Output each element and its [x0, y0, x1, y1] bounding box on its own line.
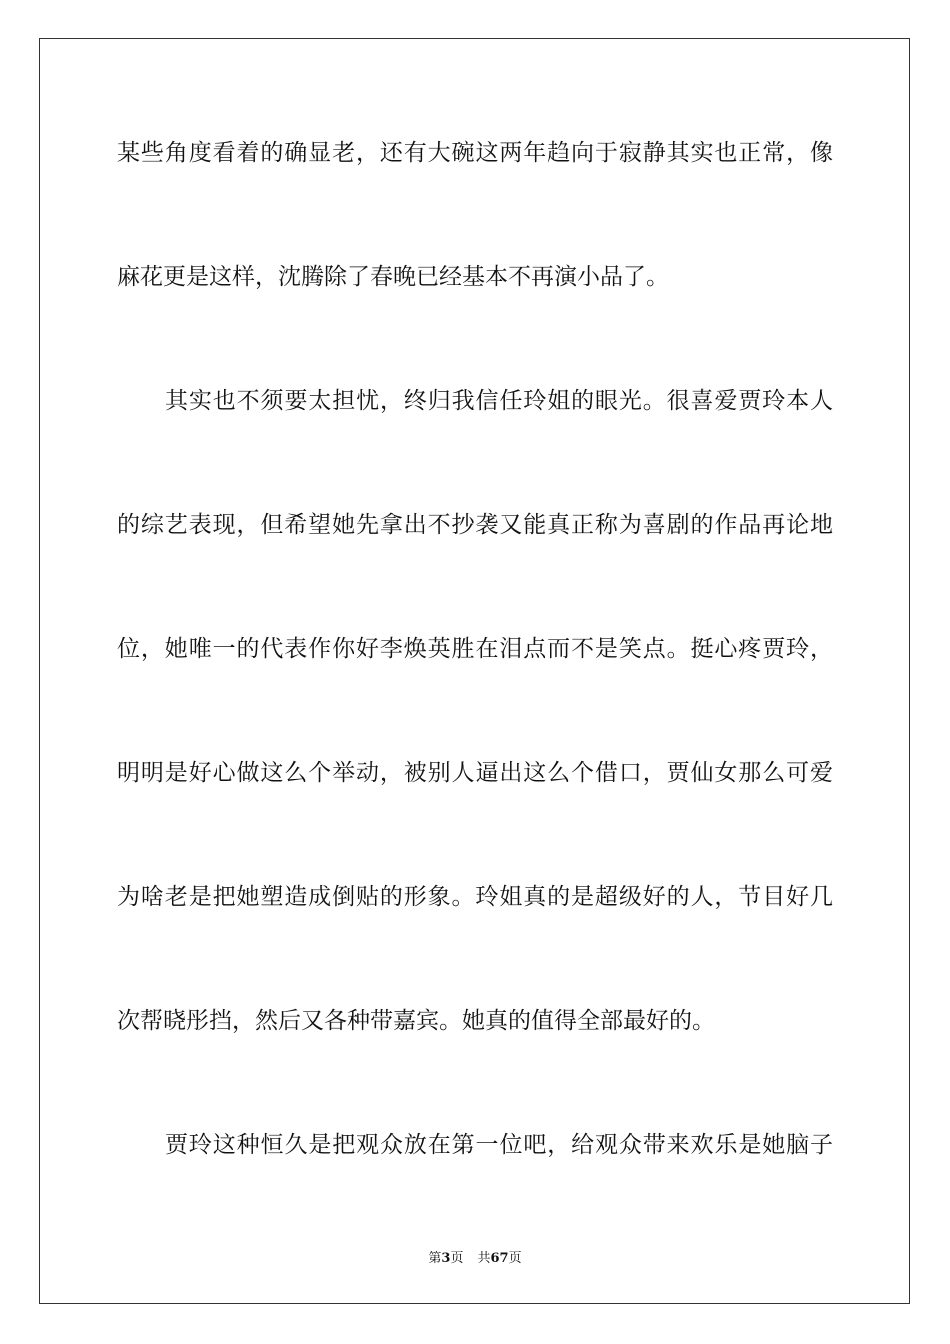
text-line-3: 其实也不须要太担忧，终归我信任玲姐的眼光。很喜爱贾玲本人 — [165, 388, 833, 414]
text-line-2: 麻花更是这样，沈腾除了春晚已经基本不再演小品了。 — [117, 264, 669, 290]
page-number: 3 — [441, 1251, 451, 1266]
text-line-9: 贾玲这种恒久是把观众放在第一位吧，给观众带来欢乐是她脑子 — [165, 1132, 833, 1158]
page-footer — [0, 1247, 950, 1266]
total-pages: 67 — [490, 1251, 509, 1266]
text-line-8: 次帮晓彤挡，然后又各种带嘉宾。她真的值得全部最好的。 — [117, 1008, 715, 1034]
text-line-5: 位，她唯一的代表作你好李焕英胜在泪点而不是笑点。挺心疼贾玲， — [117, 636, 833, 662]
page-border — [39, 38, 910, 1304]
text-line-6: 明明是好心做这么个举动，被别人逼出这么个借口，贾仙女那么可爱 — [117, 760, 833, 786]
page-prefix: 第 — [428, 1251, 442, 1266]
page-suffix: 页 — [450, 1251, 464, 1266]
text-line-1: 某些角度看着的确显老，还有大碗这两年趋向于寂静其实也正常，像 — [117, 140, 833, 166]
total-suffix: 页 — [508, 1251, 522, 1266]
text-line-7: 为啥老是把她塑造成倒贴的形象。玲姐真的是超级好的人，节目好几 — [117, 884, 833, 910]
text-line-4: 的综艺表现，但希望她先拿出不抄袭又能真正称为喜剧的作品再论地 — [117, 512, 833, 538]
total-prefix: 共 — [477, 1251, 491, 1266]
